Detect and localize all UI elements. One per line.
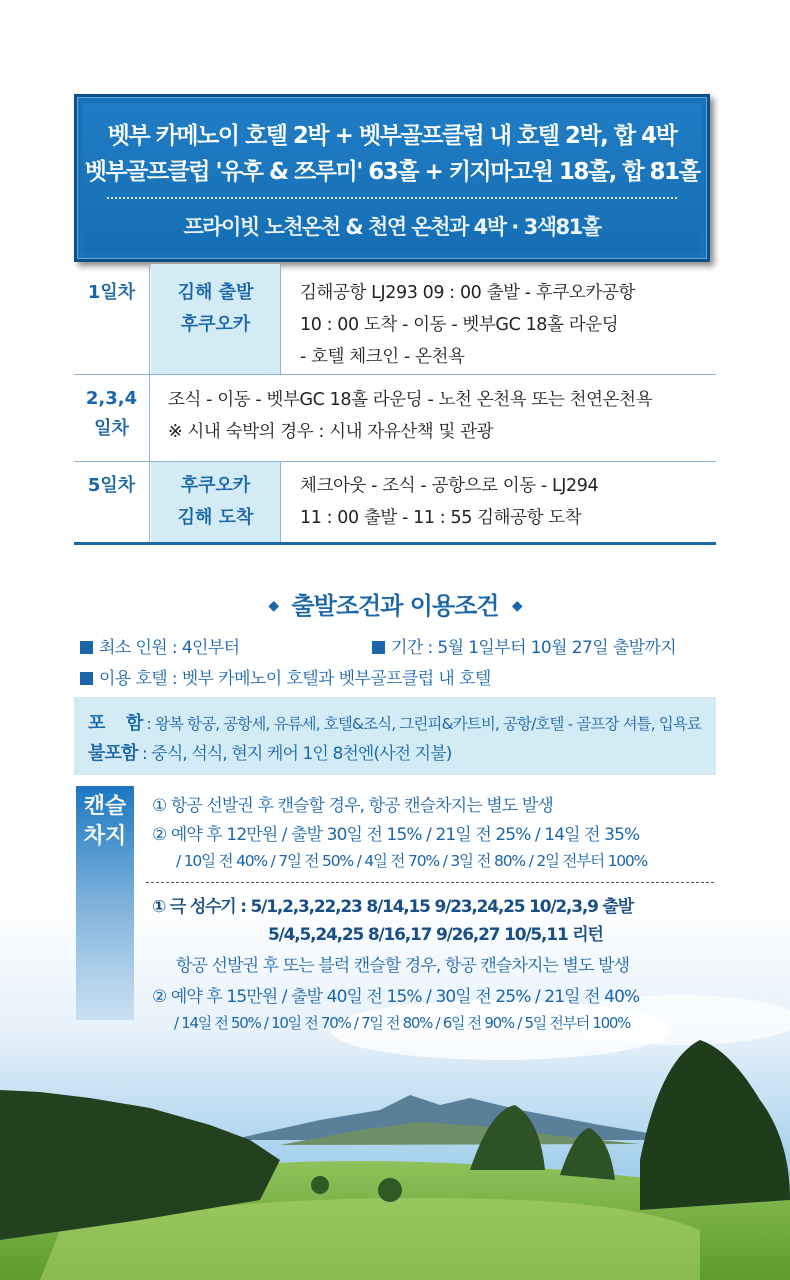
itinerary-row-day234 xyxy=(74,375,716,462)
hotel-text: 이용 호텔 : 벳부 카메노이 호텔과 벳부골프클럽 내 호텔 xyxy=(99,669,491,689)
min-people-text: 최소 인원 : 4인부터 xyxy=(99,638,240,658)
place-line: 김해 도착 xyxy=(177,507,254,528)
day-label-text: 1일차 xyxy=(87,282,136,303)
title-banner xyxy=(74,94,710,262)
included-label: 포 함 xyxy=(88,713,143,734)
excluded-label: 불포함 xyxy=(88,743,138,764)
schedule-line: ※ 시내 숙박의 경우 : 시내 자유산책 및 관광 xyxy=(168,422,494,442)
place-line: 후쿠오카 xyxy=(180,475,251,496)
cancel-rule: / 14일 전 50% / 10일 전 70% / 7일 전 80% / 6일 전 90% / 5일 전부터 100% xyxy=(174,1014,631,1032)
min-people xyxy=(80,633,240,658)
cancel-rule: ② 예약 후 15만원 / 출발 40일 전 15% / 30일 전 25% / 21일 전 40% xyxy=(152,987,640,1007)
excluded-line xyxy=(88,739,451,765)
square-bullet-icon xyxy=(80,641,93,654)
included-text: : 왕복 항공, 공항세, 유류세, 호텔&조식, 그린피&카트비, 공항/호텔 - 골프장 셔틀, 입욕료 xyxy=(142,715,701,733)
banner-line-2: 벳부골프클럽 '유후 & 쯔루미' 63홀 + 키지마고원 18홀, 합 81홀 xyxy=(84,159,700,185)
cancel-rule: / 10일 전 40% / 7일 전 50% / 4일 전 70% / 3일 전 80% / 2일 전부터 100% xyxy=(176,852,648,870)
cancellation-tag-text: 캔슬 xyxy=(83,794,127,819)
schedule-line: 11 : 00 출발 - 11 : 55 김해공항 도착 xyxy=(300,508,582,528)
day-label-text: 2,3,4 xyxy=(85,388,138,409)
cancel-rule: ① 항공 선발권 후 캔슬할 경우, 항공 캔슬차지는 별도 발생 xyxy=(152,796,553,816)
period xyxy=(372,633,676,658)
schedule-description xyxy=(300,470,716,534)
peak-season-rule: ① 극 성수기 : 5/1,2,3,22,23 8/14,15 9/23,24,25 10/2,3,9 출발 xyxy=(152,897,633,917)
cancellation-tag-text: 차지 xyxy=(83,824,127,849)
day-label-text: 일차 xyxy=(94,418,129,439)
banner-divider xyxy=(107,197,677,199)
itinerary-row-day1 xyxy=(74,264,716,375)
diamond-icon: ◆ xyxy=(511,598,522,614)
schedule-description xyxy=(168,384,716,448)
inclusion-box xyxy=(74,697,716,775)
excluded-text: : 중식, 석식, 현지 케어 1인 8천엔(사전 지불) xyxy=(137,744,452,764)
place-line: 김해 출발 xyxy=(177,282,254,303)
itinerary-table xyxy=(74,264,716,545)
itinerary-row-day5 xyxy=(74,462,716,542)
day-label-text: 5일차 xyxy=(87,475,136,496)
peak-season-return: 5/4,5,24,25 8/16,17 9/26,27 10/5,11 리턴 xyxy=(268,925,603,945)
place-line: 후쿠오카 xyxy=(180,314,251,335)
cancel-divider xyxy=(146,882,714,883)
cancel-rule: 항공 선발권 후 또는 블럭 캔슬할 경우, 항공 캔슬차지는 별도 발생 xyxy=(176,956,630,976)
day-label xyxy=(74,264,150,374)
schedule-line: - 호텔 체크인 - 온천욕 xyxy=(300,347,465,367)
schedule-line: 10 : 00 도착 - 이동 - 벳부GC 18홀 라운딩 xyxy=(300,315,619,335)
schedule-line: 김해공항 LJ293 09 : 00 출발 - 후쿠오카공항 xyxy=(300,283,635,303)
cancellation-tag xyxy=(76,786,134,1020)
included-line xyxy=(88,709,701,735)
banner-line-1: 벳부 카메노이 호텔 2박 + 벳부골프클럽 내 호텔 2박, 합 4박 xyxy=(107,123,677,149)
schedule-line: 체크아웃 - 조식 - 공항으로 이동 - LJ294 xyxy=(300,476,599,496)
conditions-title xyxy=(0,586,790,621)
cancel-rule: ② 예약 후 12만원 / 출발 30일 전 15% / 21일 전 25% / 14일 전 35% xyxy=(152,825,640,845)
hotel-info xyxy=(80,664,491,689)
day-label xyxy=(74,375,150,461)
schedule-description xyxy=(300,277,716,373)
square-bullet-icon xyxy=(80,672,93,685)
period-text: 기간 : 5월 1일부터 10월 27일 출발까지 xyxy=(391,638,677,658)
title-banner-inner xyxy=(83,103,701,253)
schedule-line: 조식 - 이동 - 벳부GC 18홀 라운딩 - 노천 온천욕 또는 천연온천욕 xyxy=(168,390,653,410)
diamond-icon: ◆ xyxy=(268,598,279,614)
conditions-title-text: 출발조건과 이용조건 xyxy=(291,592,499,620)
place-label xyxy=(151,264,281,374)
day-label xyxy=(74,462,150,542)
place-label xyxy=(151,462,281,542)
banner-line-3: 프라이빗 노천온천 & 천연 온천과 4박 · 3색81홀 xyxy=(183,215,601,239)
square-bullet-icon xyxy=(372,641,385,654)
